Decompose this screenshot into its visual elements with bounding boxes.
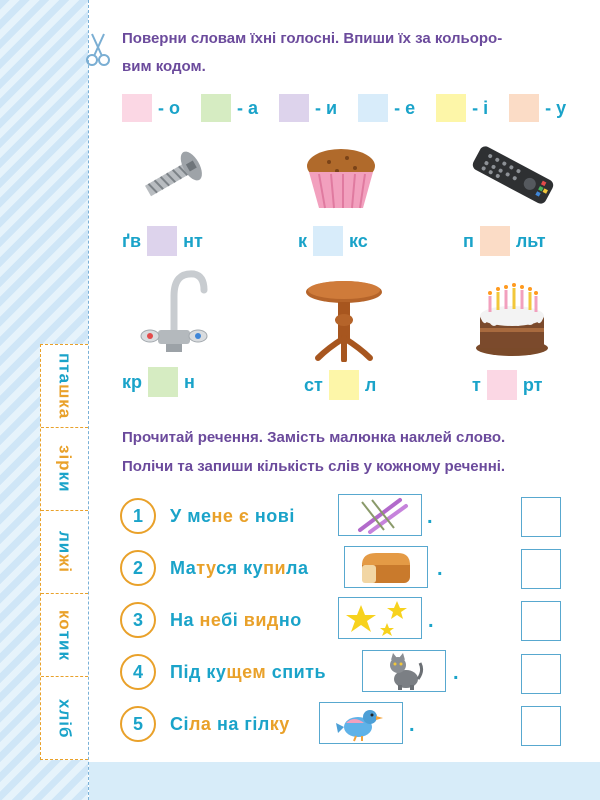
sentence-text: [170, 506, 295, 527]
syllable: ві: [277, 505, 295, 526]
vowel-letter: - е: [394, 97, 416, 118]
vowel-key-item: [201, 94, 258, 122]
birthday-cake-icon: [474, 276, 550, 358]
word-cupcake: [298, 226, 368, 256]
vowel-gap[interactable]: [147, 226, 177, 256]
task1-instruction-line1: Поверни словам їхні голосні. Впиши їх за кольоро-: [122, 30, 503, 47]
sticker-word-label: [55, 699, 75, 738]
picture-slot-3[interactable]: [338, 597, 422, 639]
syllable: вид: [243, 609, 279, 630]
bottom-band: [89, 762, 600, 800]
color-swatch: [122, 94, 152, 122]
syllable: На: [170, 609, 200, 630]
syllable: Під: [170, 661, 207, 682]
screw-icon: [136, 146, 212, 206]
vowel-gap[interactable]: [480, 226, 510, 256]
color-swatch: [509, 94, 539, 122]
syllable: пи: [263, 557, 287, 578]
syllable: У: [170, 505, 188, 526]
word-part-before: ст: [304, 374, 323, 395]
syllable: шка: [55, 383, 75, 420]
row-number: 2: [120, 550, 156, 586]
syllable: не: [199, 609, 222, 630]
picture-slot-2[interactable]: [344, 546, 428, 588]
syllable: бі: [221, 609, 244, 630]
vowel-letter: - а: [237, 97, 259, 118]
word-part-before: кр: [122, 371, 143, 392]
vowel-letter: - о: [158, 97, 180, 118]
word-part-after: л: [364, 374, 377, 395]
word-count-box-5[interactable]: [521, 706, 561, 746]
vowel-key-item: [358, 94, 415, 122]
syllable: ся: [216, 557, 244, 578]
syllable: но: [254, 505, 278, 526]
scissors-icon: [84, 32, 112, 68]
sentence-period: .: [428, 610, 434, 632]
cat-icon: [384, 651, 424, 691]
picture-slot-5[interactable]: [319, 702, 403, 744]
sentence-text: [170, 662, 326, 683]
row-number: 1: [120, 498, 156, 534]
color-swatch: [436, 94, 466, 122]
syllable: тик: [55, 630, 75, 661]
vowel-color-key: [122, 94, 587, 122]
sentence-text: [170, 610, 302, 631]
syllable: не: [211, 505, 234, 526]
picture-slot-1[interactable]: [338, 494, 422, 536]
word-screw: [122, 226, 203, 256]
word-part-before: ґв: [122, 230, 142, 251]
syllable: спить: [271, 661, 327, 682]
word-sticker-tabs: [40, 344, 88, 760]
word-remote: [463, 226, 546, 256]
sentence-text: [170, 714, 290, 735]
word-count-box-4[interactable]: [521, 654, 561, 694]
sticker-word-tab[interactable]: [41, 345, 88, 428]
syllable: ту: [196, 557, 217, 578]
sticker-word-label: [55, 531, 75, 573]
word-part-after: нт: [183, 230, 203, 251]
sentence-period: .: [453, 662, 459, 684]
syllable: є: [233, 505, 255, 526]
syllable: ки: [55, 471, 75, 493]
sticker-word-tab[interactable]: [41, 594, 88, 677]
sticker-word-label: [55, 445, 75, 493]
syllable: зір: [55, 445, 75, 472]
vowel-gap[interactable]: [329, 370, 359, 400]
sticker-word-label: [55, 353, 75, 419]
remote-control-icon: [468, 138, 558, 212]
sticker-word-tab[interactable]: [41, 428, 88, 511]
word-part-after: рт: [522, 374, 543, 395]
color-swatch: [201, 94, 231, 122]
syllable: ку: [269, 713, 290, 734]
skis-icon: [350, 496, 410, 534]
syllable: Сі: [170, 713, 189, 734]
syllable: ку: [206, 661, 227, 682]
vowel-gap[interactable]: [487, 370, 517, 400]
color-swatch: [358, 94, 388, 122]
syllable: пта: [55, 352, 75, 384]
bread-icon: [358, 549, 414, 585]
sentence-period: .: [427, 506, 433, 528]
syllable: на: [216, 713, 245, 734]
vowel-key-item: [122, 94, 180, 122]
word-table: [304, 370, 376, 400]
vowel-key-item: [436, 94, 488, 122]
word-part-before: т: [472, 374, 481, 395]
sentence-row: [120, 704, 290, 744]
vowel-letter: - і: [472, 97, 489, 118]
table-icon: [304, 278, 384, 362]
word-part-after: кс: [349, 230, 368, 251]
task2-instruction-line1: Прочитай речення. Замість малюнка наклей слово.: [122, 429, 506, 446]
vowel-gap[interactable]: [313, 226, 343, 256]
syllable: жі: [55, 554, 75, 574]
syllable: Ма: [170, 557, 197, 578]
stars-icon: [345, 599, 415, 637]
syllable: ли: [55, 530, 75, 555]
sentence-row: [120, 496, 295, 536]
word-count-box-3[interactable]: [521, 601, 561, 641]
word-count-box-1[interactable]: [521, 497, 561, 537]
cut-line: [88, 0, 89, 800]
task1-instruction-line2: вим кодом.: [122, 58, 206, 75]
word-part-after: льт: [515, 230, 546, 251]
syllable: хліб: [55, 698, 75, 739]
word-part-after: н: [184, 371, 195, 392]
vowel-letter: - и: [315, 97, 338, 118]
row-number: 5: [120, 706, 156, 742]
sticker-word-tab[interactable]: [41, 511, 88, 594]
sentence-row: [120, 600, 302, 640]
word-count-box-2[interactable]: [521, 549, 561, 589]
sticker-word-tab[interactable]: [41, 677, 88, 760]
sentence-row: [120, 652, 326, 692]
vowel-key-item: [279, 94, 337, 122]
word-cake: [472, 370, 542, 400]
sentence-row: [120, 548, 309, 588]
picture-slot-4[interactable]: [362, 650, 446, 692]
syllable: щем: [226, 661, 272, 682]
vowel-gap[interactable]: [148, 367, 178, 397]
syllable: ме: [187, 505, 212, 526]
syllable: ко: [55, 609, 75, 631]
word-faucet: [122, 367, 195, 397]
syllable: гіл: [244, 713, 270, 734]
row-number: 3: [120, 602, 156, 638]
sentence-text: [170, 558, 309, 579]
word-part-before: к: [298, 230, 308, 251]
task2-instruction-line2: Полічи та запиши кількість слів у кожному реченні.: [122, 458, 506, 475]
sentence-period: .: [437, 558, 443, 580]
syllable: ла: [286, 557, 309, 578]
bird-icon: [336, 703, 386, 743]
syllable: но: [278, 609, 302, 630]
sentence-period: .: [409, 714, 415, 736]
cupcake-icon: [303, 144, 379, 210]
vowel-letter: - у: [545, 97, 567, 118]
vowel-key-item: [509, 94, 566, 122]
sticker-word-label: [55, 610, 75, 661]
word-part-before: п: [463, 230, 474, 251]
syllable: ла: [189, 713, 217, 734]
faucet-icon: [138, 266, 210, 356]
color-swatch: [279, 94, 309, 122]
row-number: 4: [120, 654, 156, 690]
syllable: ку: [243, 557, 264, 578]
